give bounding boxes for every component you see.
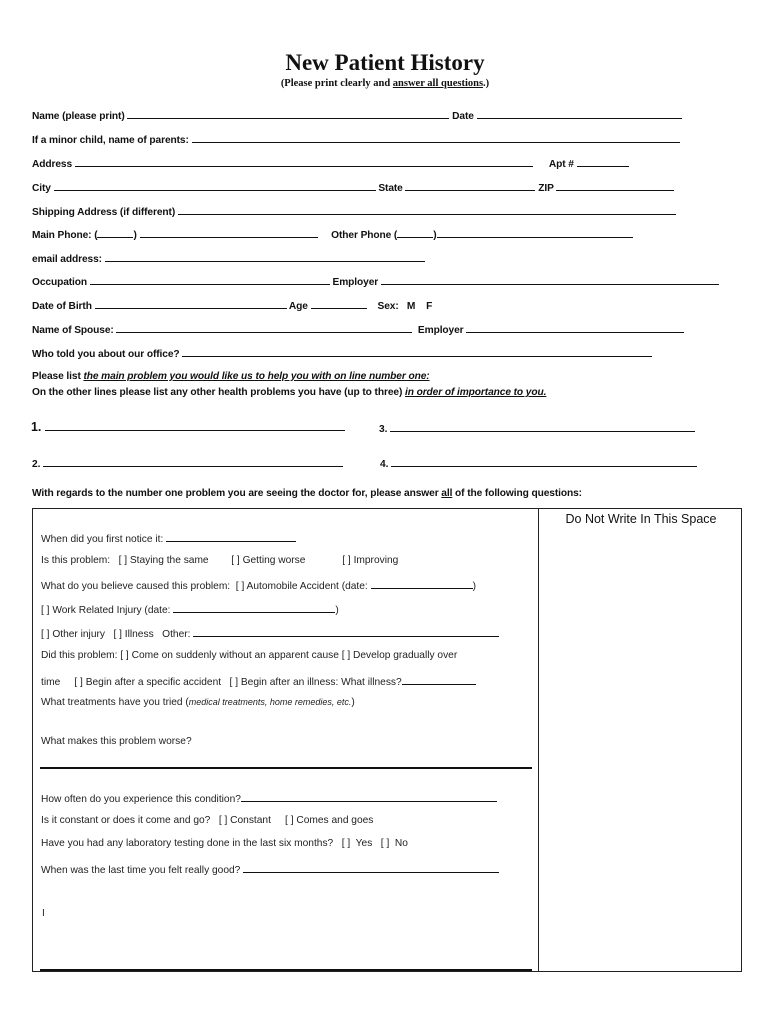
q-makes-worse: What makes this problem worse? [41,736,192,747]
occupation-field[interactable] [90,274,330,285]
phone-row: Main Phone: ( ) Other Phone ( ) [32,227,633,241]
name-row: Name (please print) Date [32,108,682,122]
address-field[interactable] [75,156,533,167]
first-notice-field[interactable] [166,531,296,542]
q-last-good: When was the last time you felt really good? [41,862,499,876]
q-other-injury [41,626,499,640]
box-divider [538,508,539,972]
parents-row: If a minor child, name of parents: [32,132,680,146]
main-phone-area-field[interactable] [97,227,133,238]
sex-options[interactable]: Sex: M F [377,301,433,312]
q-cause: What do you believe caused this problem: [ ] Automobile Accident (date: ) [41,578,476,592]
other-phone-area-field[interactable] [397,227,433,238]
shipping-field[interactable] [178,204,676,215]
last-good-field[interactable] [243,862,499,873]
problem-1-row: 1. [31,420,345,434]
q-work-injury: [ ] Work Related Injury (date: ) [41,602,339,616]
other-phone-field[interactable] [437,227,633,238]
instruction-line-1: Please list the main problem you would like us to help you with on line number one: [32,371,430,382]
office-use-label: Do Not Write In This Space [565,512,717,526]
q-onset[interactable]: Did this problem: [ ] Come on suddenly without an apparent cause [ ] Develop gradually over [41,650,458,661]
onset-options[interactable]: time [ ] Begin after a specific accident [ ] Begin after an illness: What illness? [41,677,402,688]
text-cursor: I [42,908,45,919]
box-bottom-line [40,969,532,971]
age-field[interactable] [311,298,367,309]
employer-field[interactable] [381,274,719,285]
work-injury-date-field[interactable] [173,602,335,613]
makes-worse-line[interactable] [40,767,532,769]
q-first-notice: When did you first notice it: [41,531,296,545]
getting-worse-checkbox[interactable]: [ ] Getting worse [231,555,306,566]
problem-2-field[interactable] [43,456,343,467]
page-subtitle: (Please print clearly and answer all questions.) [280,78,490,89]
problem-3-field[interactable] [390,421,695,432]
email-field[interactable] [105,251,425,262]
state-field[interactable] [405,180,535,191]
problem-4-field[interactable] [391,456,697,467]
q-problem-status [41,555,398,566]
work-injury-checkbox[interactable]: [ ] Work Related Injury (date: [41,605,174,616]
problem-2-row: 2. [32,456,343,470]
auto-accident-date-field[interactable] [371,578,473,589]
other-injury-checkbox[interactable]: [ ] Other injury [ ] Illness Other: [41,629,194,640]
referral-field[interactable] [182,346,652,357]
main-phone-field[interactable] [140,227,318,238]
zip-field[interactable] [556,180,674,191]
q-how-often: How often do you experience this condition? [41,791,497,805]
regards-instruction: With regards to the number one problem you are seeing the doctor for, please answer all of the following questions: [32,488,582,499]
staying-same-checkbox[interactable]: Is this problem: [ ] Staying the same [41,555,209,566]
improving-checkbox[interactable]: [ ] Improving [342,555,399,566]
parents-field[interactable] [192,132,680,143]
problem-1-field[interactable] [45,420,345,431]
q-lab-testing[interactable]: Have you had any laboratory testing done in the last six months? [ ] Yes [ ] No [41,838,408,849]
what-illness-field[interactable] [402,674,476,685]
date-field[interactable] [477,108,682,119]
problem-4-row: 4. [380,456,697,470]
instruction-line-2: On the other lines please list any other health problems you have (up to three) in order of importance to you. [32,387,547,398]
referral-row: Who told you about our office? [32,346,652,360]
occupation-row: Occupation Employer [32,274,719,288]
city-row: City State ZIP [32,180,674,194]
shipping-row: Shipping Address (if different) [32,204,676,218]
apt-field[interactable] [577,156,629,167]
email-row: email address: [32,251,425,265]
q-constant[interactable]: Is it constant or does it come and go? [ ] Constant [ ] Comes and goes [41,815,374,826]
city-field[interactable] [54,180,376,191]
address-row: Address Apt # [32,156,629,170]
spouse-employer-field[interactable] [466,322,684,333]
page-title: New Patient History [285,50,485,75]
auto-accident-checkbox[interactable]: What do you believe caused this problem: [ ] Automobile Accident (date: [41,581,371,592]
q-onset-2 [41,674,476,688]
name-field[interactable] [127,108,449,119]
spouse-row: Name of Spouse: Employer [32,322,684,336]
how-often-field[interactable] [241,791,497,802]
q-treatments: What treatments have you tried (medical treatments, home remedies, etc.) [41,697,355,708]
dob-field[interactable] [95,298,287,309]
spouse-field[interactable] [116,322,412,333]
dob-row: Date of Birth Age Sex: M F [32,298,432,312]
other-cause-field[interactable] [193,626,499,637]
problem-3-row: 3. [379,421,695,435]
